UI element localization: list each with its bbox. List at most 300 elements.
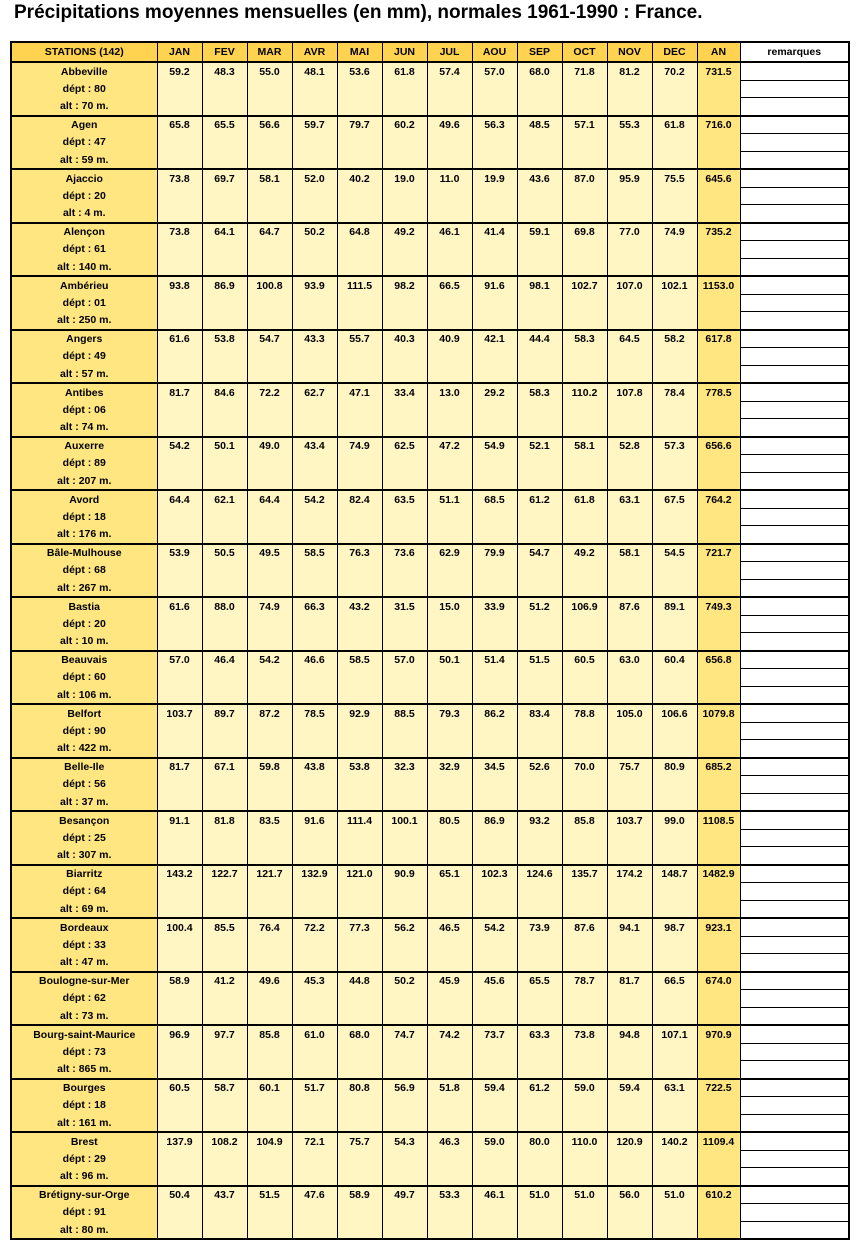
remarques-cell (740, 544, 849, 562)
empty-cell (652, 1061, 697, 1079)
monthly-value-cell: 40.3 (382, 330, 427, 348)
empty-cell (652, 205, 697, 223)
annual-total-cell: 721.7 (697, 544, 740, 562)
empty-cell (517, 205, 562, 223)
empty-cell (607, 187, 652, 205)
empty-cell (517, 1043, 562, 1061)
monthly-value-cell: 64.4 (157, 490, 202, 508)
empty-cell (157, 1043, 202, 1061)
monthly-value-cell: 106.9 (562, 597, 607, 615)
empty-cell (157, 615, 202, 633)
empty-cell (382, 847, 427, 865)
empty-cell (292, 187, 337, 205)
empty-cell (517, 312, 562, 330)
monthly-value-cell: 43.4 (292, 437, 337, 455)
empty-cell (337, 151, 382, 169)
empty-cell (247, 455, 292, 473)
remarques-cell (740, 990, 849, 1008)
empty-cell (382, 793, 427, 811)
empty-cell (382, 258, 427, 276)
empty-cell (652, 1097, 697, 1115)
empty-cell (337, 615, 382, 633)
empty-cell (292, 722, 337, 740)
empty-cell (607, 1168, 652, 1186)
monthly-value-cell: 61.6 (157, 330, 202, 348)
monthly-value-cell: 66.3 (292, 597, 337, 615)
empty-cell (427, 151, 472, 169)
empty-cell (247, 936, 292, 954)
station-alt-row (11, 1007, 849, 1025)
monthly-value-cell: 51.7 (292, 1079, 337, 1097)
annual-total-cell: 970.9 (697, 1025, 740, 1043)
remarques-cell (740, 276, 849, 294)
empty-cell (562, 294, 607, 312)
empty-cell (697, 740, 740, 758)
empty-cell (517, 615, 562, 633)
empty-cell (157, 633, 202, 651)
monthly-value-cell: 85.8 (562, 811, 607, 829)
monthly-value-cell: 106.6 (652, 704, 697, 722)
empty-cell (157, 686, 202, 704)
station-dept: dépt : 49 (11, 348, 157, 366)
empty-cell (652, 722, 697, 740)
empty-cell (472, 669, 517, 687)
empty-cell (607, 1097, 652, 1115)
monthly-value-cell: 65.5 (517, 972, 562, 990)
monthly-value-cell: 64.8 (337, 223, 382, 241)
remarques-cell (740, 62, 849, 80)
remarques-cell (740, 597, 849, 615)
monthly-value-cell: 63.3 (517, 1025, 562, 1043)
monthly-value-cell: 84.6 (202, 383, 247, 401)
monthly-value-cell: 19.0 (382, 169, 427, 187)
empty-cell (517, 740, 562, 758)
empty-cell (157, 1114, 202, 1132)
empty-cell (382, 615, 427, 633)
empty-cell (427, 1204, 472, 1222)
empty-cell (652, 1043, 697, 1061)
empty-cell (427, 1168, 472, 1186)
empty-cell (652, 562, 697, 580)
monthly-value-cell: 89.1 (652, 597, 697, 615)
station-dept-row (11, 1150, 849, 1168)
station-dept-row (11, 615, 849, 633)
monthly-value-cell: 73.9 (517, 918, 562, 936)
empty-cell (337, 579, 382, 597)
empty-cell (382, 241, 427, 259)
empty-cell (472, 151, 517, 169)
station-alt: alt : 10 m. (11, 633, 157, 651)
monthly-value-cell: 41.4 (472, 223, 517, 241)
empty-cell (337, 312, 382, 330)
remarques-cell (740, 241, 849, 259)
empty-cell (652, 401, 697, 419)
monthly-value-cell: 80.9 (652, 758, 697, 776)
monthly-value-cell: 47.6 (292, 1186, 337, 1204)
empty-cell (427, 401, 472, 419)
monthly-value-cell: 59.8 (247, 758, 292, 776)
empty-cell (697, 472, 740, 490)
remarques-cell (740, 1221, 849, 1239)
empty-cell (562, 1097, 607, 1115)
monthly-value-cell: 58.1 (247, 169, 292, 187)
empty-cell (472, 722, 517, 740)
column-header-dec: DEC (652, 42, 697, 62)
empty-cell (337, 1114, 382, 1132)
empty-cell (472, 1204, 517, 1222)
empty-cell (652, 1168, 697, 1186)
monthly-value-cell: 68.0 (517, 62, 562, 80)
empty-cell (157, 722, 202, 740)
empty-cell (472, 847, 517, 865)
empty-cell (157, 740, 202, 758)
empty-cell (517, 954, 562, 972)
monthly-value-cell: 62.9 (427, 544, 472, 562)
monthly-value-cell: 33.9 (472, 597, 517, 615)
station-dept: dépt : 18 (11, 1097, 157, 1115)
empty-cell (652, 508, 697, 526)
column-header-remarques: remarques (740, 42, 849, 62)
remarques-cell (740, 972, 849, 990)
monthly-value-cell: 58.7 (202, 1079, 247, 1097)
empty-cell (337, 1043, 382, 1061)
empty-cell (337, 829, 382, 847)
column-header-aou: AOU (472, 42, 517, 62)
empty-cell (247, 348, 292, 366)
empty-cell (382, 633, 427, 651)
monthly-value-cell: 54.5 (652, 544, 697, 562)
empty-cell (157, 1168, 202, 1186)
empty-cell (382, 1043, 427, 1061)
empty-cell (247, 419, 292, 437)
station-alt-row (11, 365, 849, 383)
empty-cell (607, 686, 652, 704)
monthly-value-cell: 62.1 (202, 490, 247, 508)
monthly-value-cell: 68.0 (337, 1025, 382, 1043)
monthly-value-cell: 50.5 (202, 544, 247, 562)
monthly-value-cell: 64.7 (247, 223, 292, 241)
empty-cell (607, 472, 652, 490)
monthly-value-cell: 49.0 (247, 437, 292, 455)
empty-cell (382, 294, 427, 312)
monthly-value-cell: 57.0 (382, 651, 427, 669)
empty-cell (292, 455, 337, 473)
empty-cell (652, 348, 697, 366)
empty-cell (472, 1043, 517, 1061)
station-name: Bastia (11, 597, 157, 615)
empty-cell (382, 829, 427, 847)
monthly-value-cell: 73.8 (562, 1025, 607, 1043)
empty-cell (382, 455, 427, 473)
station-dept-row (11, 990, 849, 1008)
remarques-cell (740, 633, 849, 651)
empty-cell (472, 900, 517, 918)
empty-cell (652, 847, 697, 865)
empty-cell (472, 1097, 517, 1115)
empty-cell (157, 776, 202, 794)
monthly-value-cell: 48.1 (292, 62, 337, 80)
empty-cell (472, 258, 517, 276)
empty-cell (382, 1168, 427, 1186)
empty-cell (427, 472, 472, 490)
empty-cell (562, 1150, 607, 1168)
station-alt-row (11, 1221, 849, 1239)
empty-cell (157, 348, 202, 366)
empty-cell (247, 1221, 292, 1239)
empty-cell (472, 579, 517, 597)
monthly-value-cell: 29.2 (472, 383, 517, 401)
empty-cell (382, 348, 427, 366)
empty-cell (337, 294, 382, 312)
monthly-value-cell: 67.5 (652, 490, 697, 508)
monthly-value-cell: 81.2 (607, 62, 652, 80)
column-header-mar: MAR (247, 42, 292, 62)
empty-cell (292, 633, 337, 651)
empty-cell (652, 954, 697, 972)
empty-cell (292, 526, 337, 544)
empty-cell (697, 365, 740, 383)
empty-cell (607, 205, 652, 223)
station-row (11, 116, 849, 134)
empty-cell (697, 633, 740, 651)
empty-cell (697, 829, 740, 847)
station-dept-row (11, 936, 849, 954)
empty-cell (562, 508, 607, 526)
empty-cell (652, 258, 697, 276)
empty-cell (517, 526, 562, 544)
station-row (11, 918, 849, 936)
empty-cell (652, 776, 697, 794)
monthly-value-cell: 137.9 (157, 1132, 202, 1150)
monthly-value-cell: 86.9 (202, 276, 247, 294)
empty-cell (427, 936, 472, 954)
monthly-value-cell: 73.8 (157, 223, 202, 241)
empty-cell (697, 1204, 740, 1222)
station-row (11, 1079, 849, 1097)
empty-cell (292, 1007, 337, 1025)
station-name: Belfort (11, 704, 157, 722)
empty-cell (517, 455, 562, 473)
empty-cell (652, 419, 697, 437)
monthly-value-cell: 50.1 (427, 651, 472, 669)
monthly-value-cell: 43.6 (517, 169, 562, 187)
empty-cell (472, 990, 517, 1008)
remarques-cell (740, 508, 849, 526)
empty-cell (517, 669, 562, 687)
empty-cell (652, 686, 697, 704)
remarques-cell (740, 187, 849, 205)
empty-cell (382, 1221, 427, 1239)
station-dept: dépt : 01 (11, 294, 157, 312)
empty-cell (517, 847, 562, 865)
station-alt: alt : 176 m. (11, 526, 157, 544)
empty-cell (472, 294, 517, 312)
empty-cell (697, 508, 740, 526)
remarques-cell (740, 223, 849, 241)
monthly-value-cell: 97.7 (202, 1025, 247, 1043)
empty-cell (337, 365, 382, 383)
station-alt: alt : 106 m. (11, 686, 157, 704)
empty-cell (382, 472, 427, 490)
empty-cell (652, 187, 697, 205)
empty-cell (607, 401, 652, 419)
monthly-value-cell: 68.5 (472, 490, 517, 508)
empty-cell (247, 1007, 292, 1025)
monthly-value-cell: 57.0 (157, 651, 202, 669)
station-dept: dépt : 90 (11, 722, 157, 740)
empty-cell (337, 990, 382, 1008)
station-dept-row (11, 883, 849, 901)
monthly-value-cell: 93.8 (157, 276, 202, 294)
empty-cell (157, 134, 202, 152)
monthly-value-cell: 64.5 (607, 330, 652, 348)
station-alt-row (11, 954, 849, 972)
empty-cell (382, 722, 427, 740)
monthly-value-cell: 102.1 (652, 276, 697, 294)
station-name: Auxerre (11, 437, 157, 455)
monthly-value-cell: 105.0 (607, 704, 652, 722)
empty-cell (562, 1204, 607, 1222)
monthly-value-cell: 56.2 (382, 918, 427, 936)
empty-cell (337, 722, 382, 740)
remarques-cell (740, 1043, 849, 1061)
monthly-value-cell: 59.0 (472, 1132, 517, 1150)
empty-cell (607, 793, 652, 811)
empty-cell (202, 365, 247, 383)
monthly-value-cell: 60.4 (652, 651, 697, 669)
monthly-value-cell: 89.7 (202, 704, 247, 722)
empty-cell (472, 205, 517, 223)
monthly-value-cell: 122.7 (202, 865, 247, 883)
empty-cell (427, 187, 472, 205)
empty-cell (562, 401, 607, 419)
empty-cell (562, 900, 607, 918)
monthly-value-cell: 71.8 (562, 62, 607, 80)
empty-cell (697, 187, 740, 205)
remarques-cell (740, 455, 849, 473)
empty-cell (157, 508, 202, 526)
empty-cell (292, 419, 337, 437)
empty-cell (292, 401, 337, 419)
station-dept: dépt : 06 (11, 401, 157, 419)
station-row (11, 811, 849, 829)
empty-cell (247, 294, 292, 312)
empty-cell (202, 829, 247, 847)
empty-cell (202, 1007, 247, 1025)
station-dept: dépt : 60 (11, 669, 157, 687)
empty-cell (427, 883, 472, 901)
empty-cell (517, 187, 562, 205)
empty-cell (517, 401, 562, 419)
empty-cell (427, 686, 472, 704)
empty-cell (247, 1150, 292, 1168)
empty-cell (697, 1168, 740, 1186)
empty-cell (202, 312, 247, 330)
annual-total-cell: 656.6 (697, 437, 740, 455)
empty-cell (427, 241, 472, 259)
monthly-value-cell: 104.9 (247, 1132, 292, 1150)
empty-cell (337, 80, 382, 98)
monthly-value-cell: 66.5 (427, 276, 472, 294)
empty-cell (562, 455, 607, 473)
monthly-value-cell: 50.2 (292, 223, 337, 241)
remarques-cell (740, 472, 849, 490)
empty-cell (337, 241, 382, 259)
station-alt: alt : 80 m. (11, 1221, 157, 1239)
monthly-value-cell: 93.2 (517, 811, 562, 829)
empty-cell (562, 1221, 607, 1239)
monthly-value-cell: 78.7 (562, 972, 607, 990)
empty-cell (202, 776, 247, 794)
monthly-value-cell: 65.1 (427, 865, 472, 883)
empty-cell (607, 829, 652, 847)
station-dept: dépt : 29 (11, 1150, 157, 1168)
column-header-jan: JAN (157, 42, 202, 62)
monthly-value-cell: 59.1 (517, 223, 562, 241)
station-row (11, 758, 849, 776)
monthly-value-cell: 91.6 (472, 276, 517, 294)
empty-cell (607, 419, 652, 437)
empty-cell (607, 1150, 652, 1168)
station-dept-row (11, 134, 849, 152)
monthly-value-cell: 74.2 (427, 1025, 472, 1043)
precipitation-table (10, 41, 850, 1240)
remarques-cell (740, 1061, 849, 1079)
empty-cell (427, 793, 472, 811)
empty-cell (292, 1061, 337, 1079)
empty-cell (697, 954, 740, 972)
empty-cell (427, 900, 472, 918)
station-alt: alt : 73 m. (11, 1007, 157, 1025)
empty-cell (337, 1168, 382, 1186)
remarques-cell (740, 330, 849, 348)
monthly-value-cell: 79.9 (472, 544, 517, 562)
remarques-cell (740, 1079, 849, 1097)
empty-cell (157, 883, 202, 901)
station-row (11, 223, 849, 241)
empty-cell (247, 151, 292, 169)
monthly-value-cell: 140.2 (652, 1132, 697, 1150)
empty-cell (427, 80, 472, 98)
monthly-value-cell: 63.5 (382, 490, 427, 508)
empty-cell (427, 1007, 472, 1025)
empty-cell (472, 829, 517, 847)
empty-cell (247, 776, 292, 794)
empty-cell (652, 579, 697, 597)
remarques-cell (740, 883, 849, 901)
monthly-value-cell: 47.2 (427, 437, 472, 455)
empty-cell (382, 1061, 427, 1079)
empty-cell (652, 740, 697, 758)
station-dept: dépt : 20 (11, 187, 157, 205)
empty-cell (202, 1204, 247, 1222)
empty-cell (202, 241, 247, 259)
monthly-value-cell: 34.5 (472, 758, 517, 776)
monthly-value-cell: 51.5 (247, 1186, 292, 1204)
annual-total-cell: 923.1 (697, 918, 740, 936)
empty-cell (337, 348, 382, 366)
empty-cell (697, 348, 740, 366)
empty-cell (562, 883, 607, 901)
monthly-value-cell: 94.8 (607, 1025, 652, 1043)
empty-cell (202, 686, 247, 704)
station-name: Beauvais (11, 651, 157, 669)
empty-cell (292, 205, 337, 223)
empty-cell (607, 740, 652, 758)
monthly-value-cell: 58.5 (292, 544, 337, 562)
empty-cell (337, 633, 382, 651)
remarques-cell (740, 526, 849, 544)
